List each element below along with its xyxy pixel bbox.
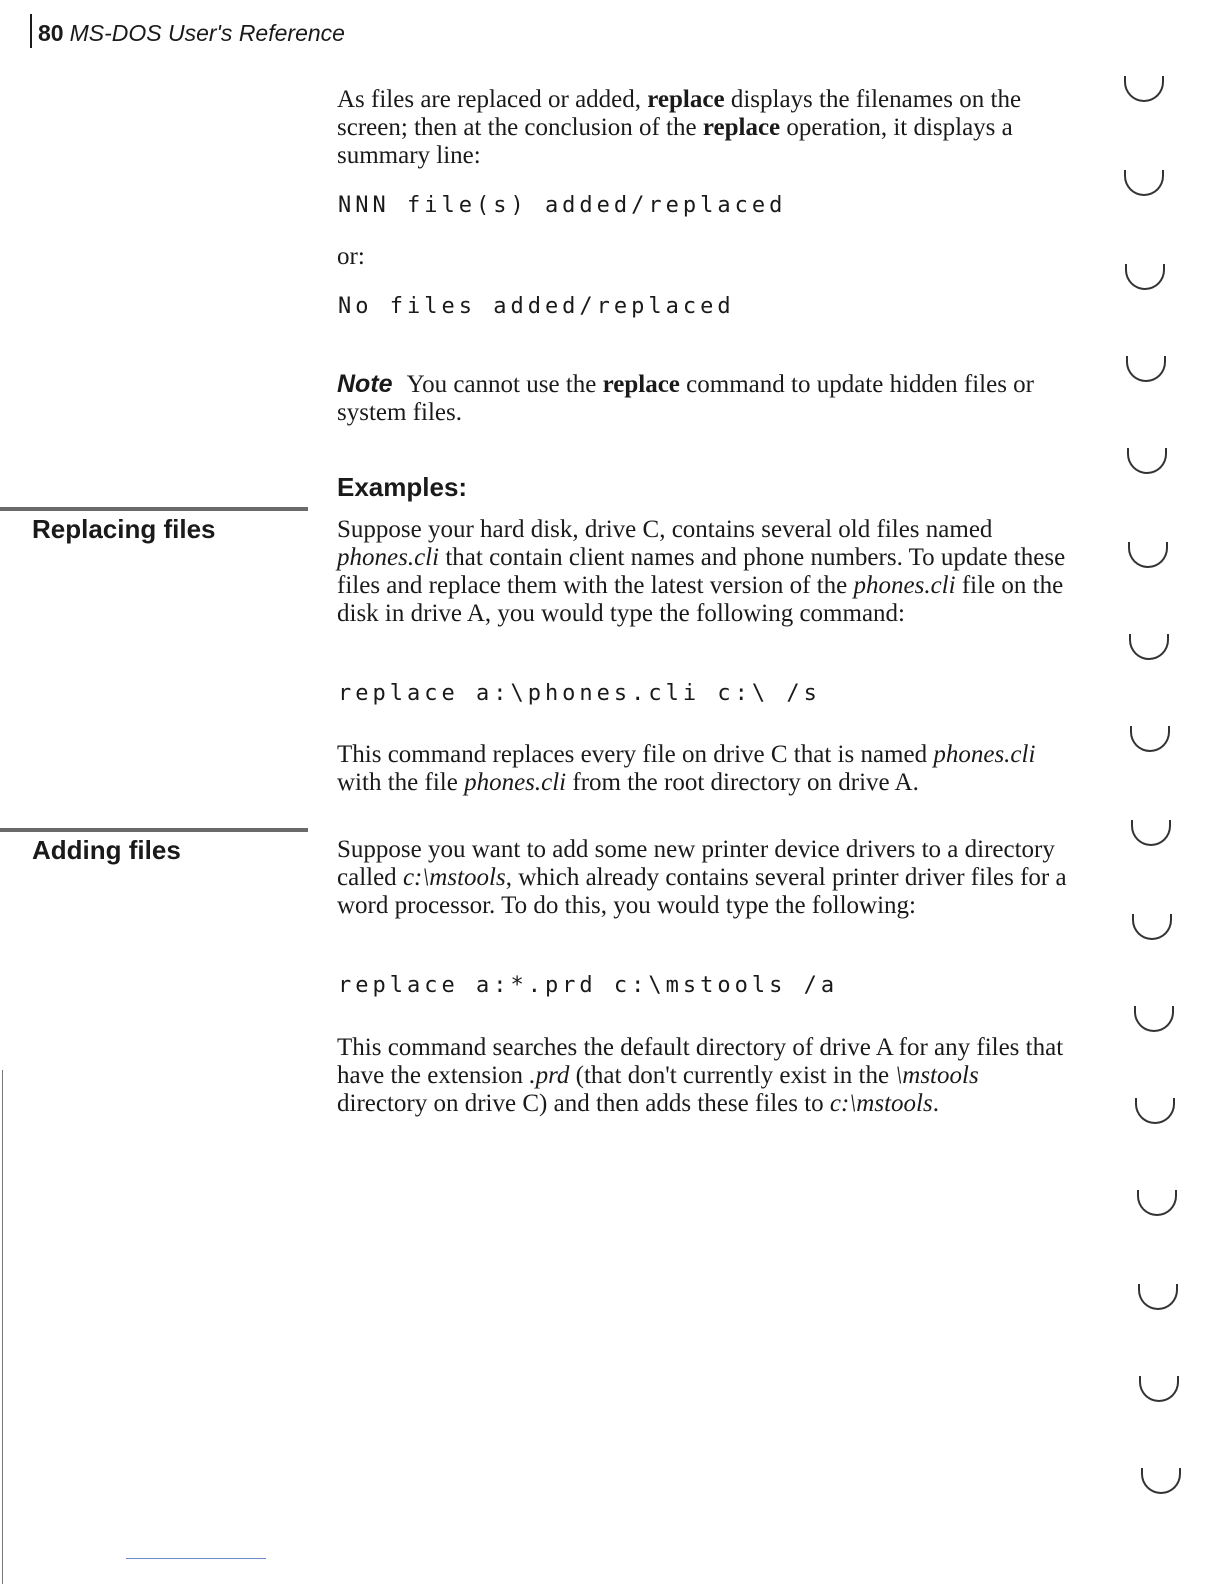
binder-hole-icon bbox=[1124, 170, 1164, 196]
binder-hole-icon bbox=[1125, 264, 1165, 290]
examples-heading: Examples: bbox=[337, 472, 468, 502]
book-title: MS-DOS User's Reference bbox=[69, 20, 345, 46]
binder-hole-icon bbox=[1126, 356, 1166, 382]
page-edge bbox=[2, 1070, 3, 1584]
section-rule bbox=[0, 507, 308, 511]
binder-hole-icon bbox=[1139, 1376, 1179, 1402]
section-rule bbox=[0, 828, 308, 832]
binder-hole-icon bbox=[1128, 542, 1168, 568]
path: c:\mstools bbox=[402, 864, 506, 891]
command-name: replace bbox=[647, 86, 725, 113]
binder-hole-icon bbox=[1138, 1284, 1178, 1310]
binder-hole-icon bbox=[1129, 634, 1169, 660]
binder-hole-icon bbox=[1130, 726, 1170, 752]
binder-hole-icon bbox=[1137, 1190, 1177, 1216]
filename: phones.cli bbox=[853, 572, 956, 599]
or-text: or: bbox=[337, 243, 365, 270]
command-name: replace bbox=[602, 371, 680, 398]
intro-paragraph: As files are replaced or added, replace displays the filenames on the screen; then at the conclusion of the replace operation, it displays a summary line: bbox=[337, 86, 1022, 169]
binder-hole-icon bbox=[1132, 914, 1172, 940]
footer-line bbox=[126, 1558, 266, 1559]
path: c:\mstools bbox=[829, 1090, 933, 1117]
extension: .prd bbox=[529, 1062, 570, 1089]
replacing-explanation: This command replaces every file on drive C that is named phones.cli with the file phones.cli from the root directory on drive A. bbox=[337, 741, 1036, 796]
command-name: replace bbox=[702, 114, 781, 141]
note-label: Note bbox=[337, 370, 393, 398]
filename: phones.cli bbox=[337, 544, 440, 571]
side-heading-adding-files: Adding files bbox=[32, 835, 181, 865]
summary-line-example: NNN file(s) added/replaced bbox=[338, 193, 787, 218]
binder-hole-icon bbox=[1135, 1098, 1175, 1124]
running-header bbox=[38, 20, 345, 47]
header-rule bbox=[30, 14, 32, 48]
filename: phones.cli bbox=[933, 741, 1036, 768]
path: \mstools bbox=[895, 1062, 979, 1089]
binder-hole-icon bbox=[1141, 1468, 1181, 1494]
adding-explanation: This command searches the default directory of drive A for any files that have the extension .prd (that don't currently exist in the \mstools directory on drive C) and then adds these files to c:\mstools. bbox=[337, 1034, 1064, 1117]
page-number: 80 bbox=[38, 20, 64, 46]
binder-hole-icon bbox=[1131, 820, 1171, 846]
binder-hole-icon bbox=[1134, 1006, 1174, 1032]
command-example: replace a:*.prd c:\mstools /a bbox=[338, 973, 839, 998]
binder-hole-icon bbox=[1127, 448, 1167, 474]
replacing-paragraph: Suppose your hard disk, drive C, contains several old files named phones.cli that contain client names and phone numbers. To update these files and replace them with the latest version of the phones.cli file on the disk in drive A, you would type the following command: bbox=[337, 516, 1066, 627]
binder-hole-icon bbox=[1124, 76, 1164, 102]
filename: phones.cli bbox=[464, 769, 567, 796]
command-example: replace a:\phones.cli c:\ /s bbox=[338, 681, 821, 706]
summary-line-example: No files added/replaced bbox=[338, 294, 735, 319]
adding-paragraph: Suppose you want to add some new printer device drivers to a directory called c:\mstools, which already contains several printer driver files for a word processor. To do this, you would type the following: bbox=[337, 836, 1067, 919]
note-paragraph: Note You cannot use the replace command to update hidden files or system files. bbox=[337, 370, 1034, 426]
side-heading-replacing-files: Replacing files bbox=[32, 514, 216, 544]
